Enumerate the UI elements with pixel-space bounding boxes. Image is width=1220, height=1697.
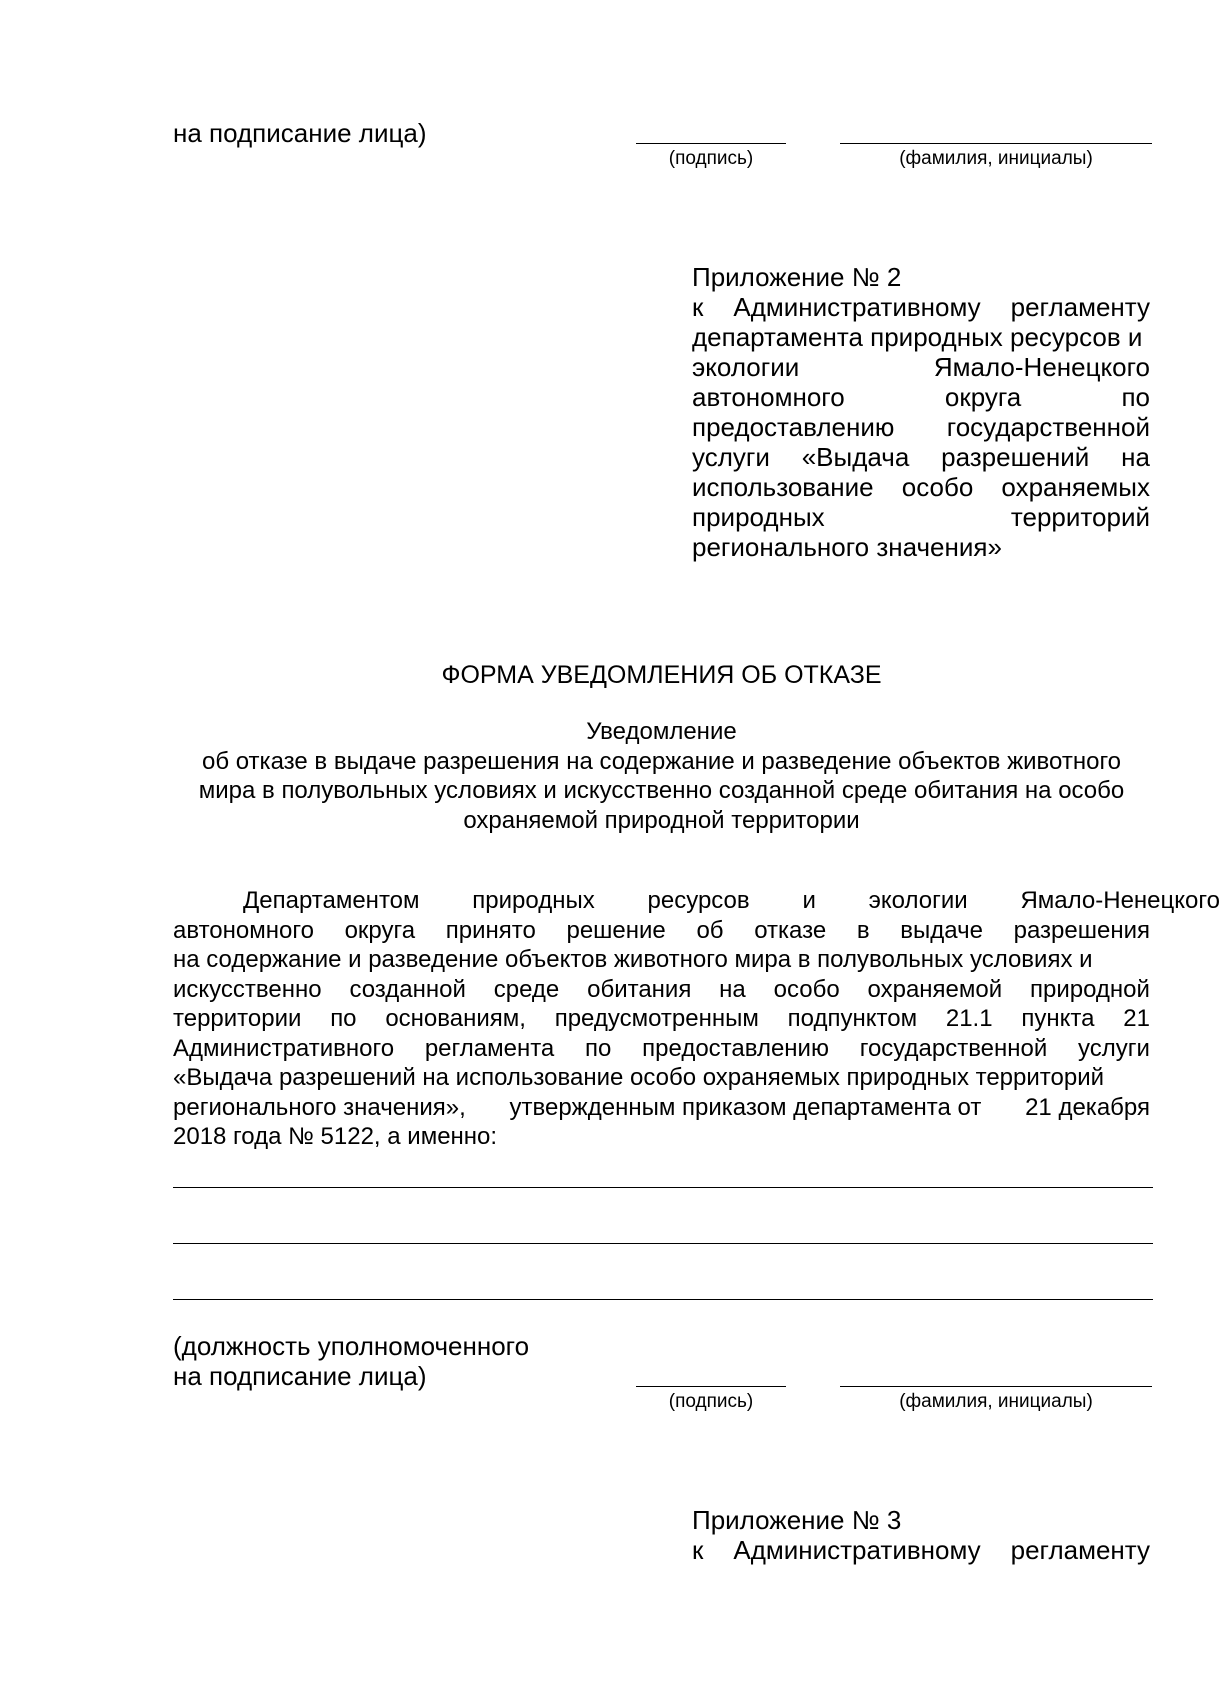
bottom-name-line [840, 1386, 1152, 1387]
appendix-2-word: на [1121, 442, 1150, 472]
form-title: ФОРМА УВЕДОМЛЕНИЯ ОБ ОТКАЗЕ [441, 661, 882, 689]
top-name-line [840, 143, 1152, 144]
appendix-2-last-line: регионального значения» [692, 532, 1002, 562]
appendix-2-lines [692, 292, 1150, 532]
appendix-2-word: использование [692, 472, 874, 502]
notice-line-2: мира в полувольных условиях и искусственно созданной среде обитания на особо [198, 777, 1125, 804]
appendix-2-word: по [1121, 382, 1150, 412]
appendix-2-word: регламенту [1010, 292, 1150, 322]
body-word: отказе [754, 916, 827, 944]
bottom-signature-line [636, 1386, 786, 1387]
body-word: в [856, 916, 870, 944]
appendix-2-word: Административному [733, 292, 981, 322]
appendix-3-word: Административному [733, 1535, 981, 1565]
body-line-6 [173, 1034, 1150, 1064]
top-name-caption: (фамилия, инициалы) [899, 148, 1093, 169]
appendix-2-word: природных [692, 502, 825, 532]
body-word: природной [1030, 975, 1150, 1003]
body-word: среде [493, 975, 560, 1003]
notice-block [173, 717, 1150, 835]
body-word: решение [566, 916, 666, 944]
body-word: разрешения [1013, 916, 1150, 944]
appendix-2-word: экологии [692, 352, 800, 382]
appendix-2-word: территорий [1010, 502, 1150, 532]
body-word: 21.1 [945, 1005, 993, 1032]
bottom-signature-caption: (подпись) [668, 1391, 754, 1412]
appendix-2-word: охраняемых [1001, 472, 1150, 502]
top-signature-caption: (подпись) [668, 148, 754, 169]
appendix-2-word: к [692, 292, 704, 322]
body-word: регионального значения», [173, 1093, 466, 1121]
appendix-2-word: Ямало-Ненецкого [933, 352, 1150, 382]
top-signature-line [636, 143, 786, 144]
appendix-3-line-1 [692, 1535, 1150, 1565]
body-word: Департаментом [243, 887, 420, 914]
appendix-2-line-7 [692, 472, 1150, 502]
appendix-3-title: Приложение № 3 [692, 1505, 902, 1535]
body-word: особо [773, 975, 840, 1003]
body-word: утвержденным приказом департамента от [509, 1093, 982, 1121]
appendix-2-word: департамента природных ресурсов и [692, 322, 1143, 352]
body-word: ресурсов [647, 887, 750, 914]
body-word: округа [344, 916, 416, 944]
body-word: выдаче [900, 916, 983, 944]
bottom-name-caption: (фамилия, инициалы) [899, 1391, 1093, 1412]
body-word: искусственно [173, 975, 322, 1003]
body-word: на содержание и разведение объектов животного мира в полувольных условиях и [173, 946, 1093, 973]
body-word: Административного [173, 1034, 395, 1062]
appendix-3-block [692, 1505, 1150, 1565]
appendix-2-line-1 [692, 292, 1150, 322]
body-word: государственной [859, 1034, 1048, 1062]
body-word: автономного [173, 916, 314, 944]
reason-line-1 [173, 1187, 1153, 1188]
body-word: регламента [424, 1034, 555, 1062]
body-word: 21 декабря [1025, 1093, 1150, 1121]
appendix-2-line-2 [692, 322, 1150, 352]
body-word: подпунктом [787, 1005, 918, 1032]
appendix-2-line-6 [692, 442, 1150, 472]
reason-line-3 [173, 1299, 1153, 1300]
appendix-3-word: регламенту [1010, 1535, 1150, 1565]
appendix-2-word: округа [944, 382, 1022, 412]
body-line-3 [173, 945, 1150, 975]
body-word: об [696, 916, 724, 944]
reason-line-2 [173, 1243, 1153, 1244]
appendix-2-line-4 [692, 382, 1150, 412]
body-word: принято [445, 916, 536, 944]
body-word: предоставлению [642, 1034, 829, 1062]
bottom-signature-label-2: на подписание лица) [173, 1361, 427, 1391]
body-word: услуги [1078, 1034, 1150, 1062]
body-last-line: 2018 года № 5122, а именно: [173, 1123, 498, 1150]
appendix-2-line-8 [692, 502, 1150, 532]
body-word: на [719, 975, 746, 1003]
appendix-2-word: услуги [692, 442, 770, 472]
appendix-2-word: особо [901, 472, 974, 502]
body-word: предусмотренным [554, 1005, 759, 1032]
body-word: Ямало-Ненецкого [1020, 887, 1220, 914]
body-line-8 [173, 1093, 1150, 1123]
appendix-2-word: разрешений [941, 442, 1090, 472]
appendix-2-word: государственной [946, 412, 1150, 442]
body-word: по [330, 1005, 357, 1032]
appendix-2-word: предоставлению [692, 412, 895, 442]
appendix-2-line-3 [692, 352, 1150, 382]
appendix-2-title: Приложение № 2 [692, 262, 902, 292]
body-word: 21 [1123, 1005, 1150, 1032]
body-line-5 [173, 1004, 1150, 1034]
body-line-7 [173, 1063, 1150, 1093]
appendix-2-block [692, 262, 1150, 562]
body-word: основаниям, [385, 1005, 526, 1032]
notice-line-3: охраняемой природной территории [463, 806, 860, 834]
body-line-4 [173, 975, 1150, 1005]
body-word: территории [173, 1005, 302, 1032]
body-word: экологии [868, 887, 968, 914]
bottom-signature-label-1: (должность уполномоченного [173, 1331, 530, 1361]
body-word: «Выдача разрешений на использование особо охраняемых природных территорий [173, 1064, 1105, 1091]
body-line-2 [173, 916, 1150, 946]
notice-line-1: об отказе в выдаче разрешения на содержание и разведение объектов животного [201, 747, 1122, 775]
body-line-1 [173, 886, 1220, 916]
body-word: по [585, 1034, 612, 1062]
top-signature-label: на подписание лица) [173, 118, 427, 148]
body-word: охраняемой [867, 975, 1003, 1003]
appendix-2-word: автономного [692, 382, 845, 412]
body-word: пункта [1021, 1005, 1095, 1032]
body-word: природных [472, 887, 595, 914]
notice-title: Уведомление [586, 718, 737, 745]
body-paragraph [173, 886, 1220, 1152]
bottom-signature-labels [173, 1331, 529, 1391]
appendix-2-line-5 [692, 412, 1150, 442]
appendix-2-word: «Выдача [801, 442, 910, 472]
appendix-3-word: к [692, 1535, 704, 1565]
body-word: и [802, 887, 816, 914]
body-word: обитания [587, 975, 692, 1003]
body-word: созданной [349, 975, 466, 1003]
body-lines [173, 886, 1220, 1122]
